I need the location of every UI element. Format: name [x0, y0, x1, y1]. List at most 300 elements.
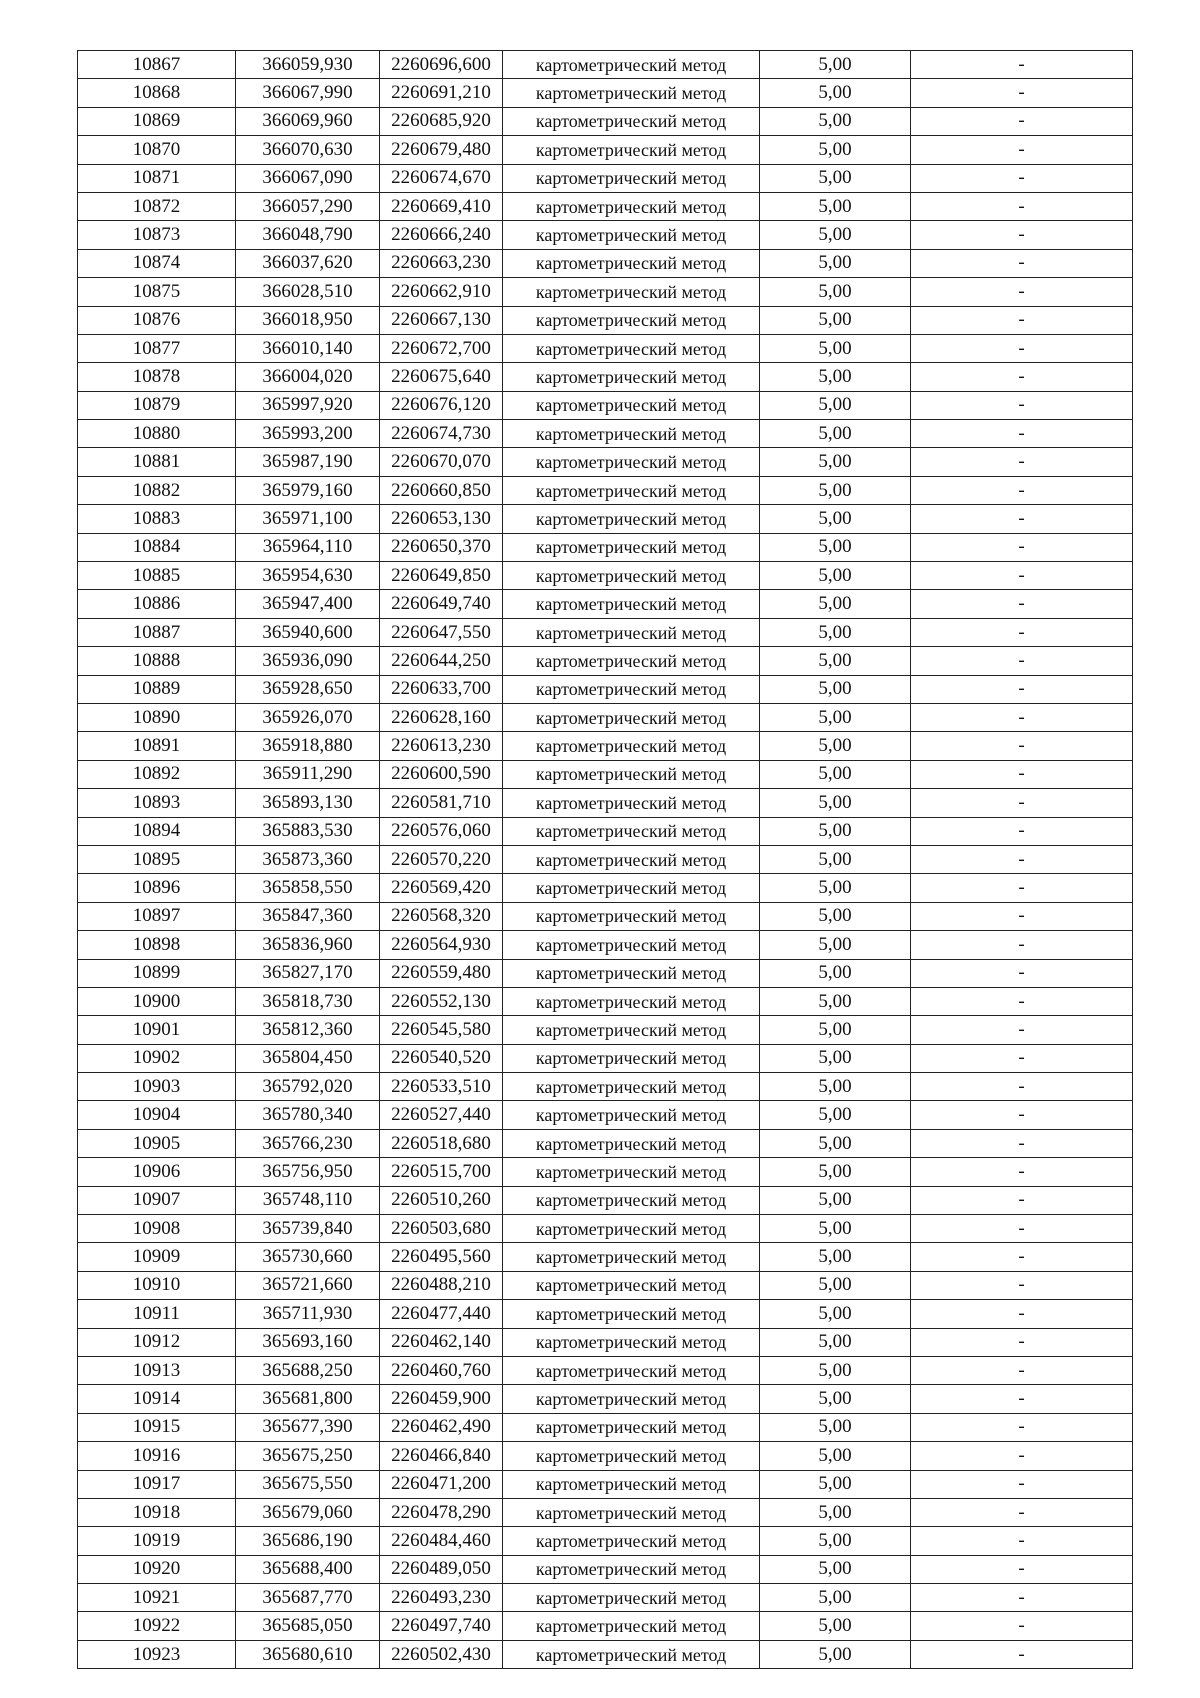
- y-coordinate-cell: 2260674,670: [380, 164, 503, 192]
- table-row: [78, 164, 1133, 192]
- accuracy-cell: 5,00: [760, 1640, 911, 1668]
- y-coordinate-cell: 2260510,260: [380, 1186, 503, 1214]
- description-cell: -: [911, 448, 1133, 476]
- accuracy-cell: 5,00: [760, 1584, 911, 1612]
- x-coordinate-cell: 365858,550: [236, 874, 380, 902]
- accuracy-cell: 5,00: [760, 136, 911, 164]
- accuracy-cell: 5,00: [760, 1186, 911, 1214]
- y-coordinate-cell: 2260497,740: [380, 1612, 503, 1640]
- method-cell: картометрический метод: [503, 1016, 760, 1044]
- method-cell: картометрический метод: [503, 1243, 760, 1271]
- description-cell: -: [911, 505, 1133, 533]
- point-number-cell: 10919: [78, 1527, 236, 1555]
- description-cell: -: [911, 334, 1133, 362]
- point-number-cell: 10872: [78, 192, 236, 220]
- point-number-cell: 10916: [78, 1442, 236, 1470]
- coordinates-table-body: [78, 51, 1133, 1669]
- y-coordinate-cell: 2260460,760: [380, 1356, 503, 1384]
- method-cell: картометрический метод: [503, 789, 760, 817]
- accuracy-cell: 5,00: [760, 51, 911, 79]
- y-coordinate-cell: 2260667,130: [380, 306, 503, 334]
- y-coordinate-cell: 2260633,700: [380, 675, 503, 703]
- x-coordinate-cell: 365928,650: [236, 675, 380, 703]
- description-cell: -: [911, 1470, 1133, 1498]
- table-row: [78, 1328, 1133, 1356]
- method-cell: картометрический метод: [503, 931, 760, 959]
- method-cell: картометрический метод: [503, 902, 760, 930]
- y-coordinate-cell: 2260649,740: [380, 590, 503, 618]
- y-coordinate-cell: 2260503,680: [380, 1215, 503, 1243]
- accuracy-cell: 5,00: [760, 817, 911, 845]
- table-row: [78, 987, 1133, 1015]
- x-coordinate-cell: 365812,360: [236, 1016, 380, 1044]
- table-row: [78, 1640, 1133, 1668]
- description-cell: -: [911, 107, 1133, 135]
- x-coordinate-cell: 365780,340: [236, 1101, 380, 1129]
- table-row: [78, 136, 1133, 164]
- method-cell: картометрический метод: [503, 1555, 760, 1583]
- description-cell: -: [911, 562, 1133, 590]
- y-coordinate-cell: 2260471,200: [380, 1470, 503, 1498]
- point-number-cell: 10923: [78, 1640, 236, 1668]
- description-cell: -: [911, 817, 1133, 845]
- y-coordinate-cell: 2260644,250: [380, 647, 503, 675]
- table-row: [78, 590, 1133, 618]
- x-coordinate-cell: 366010,140: [236, 334, 380, 362]
- method-cell: картометрический метод: [503, 1527, 760, 1555]
- description-cell: -: [911, 931, 1133, 959]
- table-row: [78, 874, 1133, 902]
- method-cell: картометрический метод: [503, 505, 760, 533]
- accuracy-cell: 5,00: [760, 1356, 911, 1384]
- description-cell: -: [911, 278, 1133, 306]
- y-coordinate-cell: 2260628,160: [380, 703, 503, 731]
- description-cell: -: [911, 1186, 1133, 1214]
- point-number-cell: 10878: [78, 363, 236, 391]
- y-coordinate-cell: 2260653,130: [380, 505, 503, 533]
- y-coordinate-cell: 2260666,240: [380, 221, 503, 249]
- table-row: [78, 505, 1133, 533]
- description-cell: -: [911, 732, 1133, 760]
- accuracy-cell: 5,00: [760, 959, 911, 987]
- point-number-cell: 10904: [78, 1101, 236, 1129]
- description-cell: -: [911, 192, 1133, 220]
- accuracy-cell: 5,00: [760, 1101, 911, 1129]
- point-number-cell: 10871: [78, 164, 236, 192]
- method-cell: картометрический метод: [503, 845, 760, 873]
- point-number-cell: 10885: [78, 562, 236, 590]
- point-number-cell: 10880: [78, 420, 236, 448]
- point-number-cell: 10867: [78, 51, 236, 79]
- x-coordinate-cell: 365964,110: [236, 533, 380, 561]
- y-coordinate-cell: 2260569,420: [380, 874, 503, 902]
- description-cell: -: [911, 1527, 1133, 1555]
- x-coordinate-cell: 365836,960: [236, 931, 380, 959]
- point-number-cell: 10884: [78, 533, 236, 561]
- point-number-cell: 10917: [78, 1470, 236, 1498]
- point-number-cell: 10893: [78, 789, 236, 817]
- point-number-cell: 10918: [78, 1498, 236, 1526]
- y-coordinate-cell: 2260564,930: [380, 931, 503, 959]
- description-cell: -: [911, 1300, 1133, 1328]
- method-cell: картометрический метод: [503, 732, 760, 760]
- accuracy-cell: 5,00: [760, 874, 911, 902]
- point-number-cell: 10876: [78, 306, 236, 334]
- description-cell: -: [911, 1016, 1133, 1044]
- point-number-cell: 10886: [78, 590, 236, 618]
- y-coordinate-cell: 2260502,430: [380, 1640, 503, 1668]
- method-cell: картометрический метод: [503, 164, 760, 192]
- point-number-cell: 10911: [78, 1300, 236, 1328]
- method-cell: картометрический метод: [503, 1356, 760, 1384]
- accuracy-cell: 5,00: [760, 192, 911, 220]
- method-cell: картометрический метод: [503, 1101, 760, 1129]
- method-cell: картометрический метод: [503, 476, 760, 504]
- x-coordinate-cell: 366067,990: [236, 79, 380, 107]
- description-cell: -: [911, 590, 1133, 618]
- description-cell: -: [911, 1271, 1133, 1299]
- accuracy-cell: 5,00: [760, 79, 911, 107]
- table-row: [78, 1243, 1133, 1271]
- y-coordinate-cell: 2260462,490: [380, 1413, 503, 1441]
- method-cell: картометрический метод: [503, 1328, 760, 1356]
- method-cell: картометрический метод: [503, 1044, 760, 1072]
- x-coordinate-cell: 365756,950: [236, 1158, 380, 1186]
- x-coordinate-cell: 365918,880: [236, 732, 380, 760]
- method-cell: картометрический метод: [503, 192, 760, 220]
- y-coordinate-cell: 2260685,920: [380, 107, 503, 135]
- description-cell: -: [911, 476, 1133, 504]
- table-row: [78, 1016, 1133, 1044]
- description-cell: -: [911, 1215, 1133, 1243]
- description-cell: -: [911, 1328, 1133, 1356]
- method-cell: картометрический метод: [503, 987, 760, 1015]
- table-row: [78, 448, 1133, 476]
- description-cell: -: [911, 1101, 1133, 1129]
- table-row: [78, 334, 1133, 362]
- description-cell: -: [911, 987, 1133, 1015]
- x-coordinate-cell: 365827,170: [236, 959, 380, 987]
- method-cell: картометрический метод: [503, 363, 760, 391]
- x-coordinate-cell: 365680,610: [236, 1640, 380, 1668]
- point-number-cell: 10915: [78, 1413, 236, 1441]
- point-number-cell: 10889: [78, 675, 236, 703]
- table-row: [78, 931, 1133, 959]
- accuracy-cell: 5,00: [760, 703, 911, 731]
- x-coordinate-cell: 365936,090: [236, 647, 380, 675]
- method-cell: картометрический метод: [503, 1413, 760, 1441]
- y-coordinate-cell: 2260696,600: [380, 51, 503, 79]
- description-cell: -: [911, 1498, 1133, 1526]
- description-cell: -: [911, 1073, 1133, 1101]
- y-coordinate-cell: 2260477,440: [380, 1300, 503, 1328]
- accuracy-cell: 5,00: [760, 505, 911, 533]
- x-coordinate-cell: 365675,550: [236, 1470, 380, 1498]
- table-row: [78, 1612, 1133, 1640]
- x-coordinate-cell: 365818,730: [236, 987, 380, 1015]
- y-coordinate-cell: 2260466,840: [380, 1442, 503, 1470]
- method-cell: картометрический метод: [503, 1186, 760, 1214]
- y-coordinate-cell: 2260488,210: [380, 1271, 503, 1299]
- y-coordinate-cell: 2260650,370: [380, 533, 503, 561]
- table-row: [78, 1385, 1133, 1413]
- description-cell: -: [911, 221, 1133, 249]
- y-coordinate-cell: 2260613,230: [380, 732, 503, 760]
- point-number-cell: 10898: [78, 931, 236, 959]
- y-coordinate-cell: 2260647,550: [380, 618, 503, 646]
- accuracy-cell: 5,00: [760, 1413, 911, 1441]
- description-cell: -: [911, 363, 1133, 391]
- table-row: [78, 1129, 1133, 1157]
- point-number-cell: 10902: [78, 1044, 236, 1072]
- table-row: [78, 1215, 1133, 1243]
- x-coordinate-cell: 366028,510: [236, 278, 380, 306]
- point-number-cell: 10888: [78, 647, 236, 675]
- method-cell: картометрический метод: [503, 590, 760, 618]
- accuracy-cell: 5,00: [760, 306, 911, 334]
- accuracy-cell: 5,00: [760, 1044, 911, 1072]
- method-cell: картометрический метод: [503, 817, 760, 845]
- point-number-cell: 10887: [78, 618, 236, 646]
- table-row: [78, 363, 1133, 391]
- y-coordinate-cell: 2260495,560: [380, 1243, 503, 1271]
- accuracy-cell: 5,00: [760, 1300, 911, 1328]
- table-row: [78, 1470, 1133, 1498]
- x-coordinate-cell: 366067,090: [236, 164, 380, 192]
- method-cell: картометрический метод: [503, 647, 760, 675]
- accuracy-cell: 5,00: [760, 845, 911, 873]
- accuracy-cell: 5,00: [760, 1498, 911, 1526]
- point-number-cell: 10873: [78, 221, 236, 249]
- y-coordinate-cell: 2260515,700: [380, 1158, 503, 1186]
- point-number-cell: 10875: [78, 278, 236, 306]
- point-number-cell: 10906: [78, 1158, 236, 1186]
- description-cell: -: [911, 647, 1133, 675]
- x-coordinate-cell: 366069,960: [236, 107, 380, 135]
- table-row: [78, 221, 1133, 249]
- y-coordinate-cell: 2260675,640: [380, 363, 503, 391]
- y-coordinate-cell: 2260552,130: [380, 987, 503, 1015]
- x-coordinate-cell: 365792,020: [236, 1073, 380, 1101]
- table-row: [78, 845, 1133, 873]
- point-number-cell: 10896: [78, 874, 236, 902]
- point-number-cell: 10879: [78, 391, 236, 419]
- description-cell: -: [911, 533, 1133, 561]
- table-row: [78, 902, 1133, 930]
- y-coordinate-cell: 2260559,480: [380, 959, 503, 987]
- point-number-cell: 10922: [78, 1612, 236, 1640]
- x-coordinate-cell: 365748,110: [236, 1186, 380, 1214]
- table-row: [78, 1527, 1133, 1555]
- coordinates-table: [77, 50, 1133, 1669]
- accuracy-cell: 5,00: [760, 987, 911, 1015]
- table-row: [78, 1186, 1133, 1214]
- description-cell: -: [911, 164, 1133, 192]
- point-number-cell: 10907: [78, 1186, 236, 1214]
- y-coordinate-cell: 2260679,480: [380, 136, 503, 164]
- y-coordinate-cell: 2260660,850: [380, 476, 503, 504]
- y-coordinate-cell: 2260674,730: [380, 420, 503, 448]
- accuracy-cell: 5,00: [760, 1527, 911, 1555]
- method-cell: картометрический метод: [503, 618, 760, 646]
- accuracy-cell: 5,00: [760, 1129, 911, 1157]
- description-cell: -: [911, 79, 1133, 107]
- table-row: [78, 51, 1133, 79]
- description-cell: -: [911, 1555, 1133, 1583]
- y-coordinate-cell: 2260478,290: [380, 1498, 503, 1526]
- x-coordinate-cell: 365893,130: [236, 789, 380, 817]
- method-cell: картометрический метод: [503, 107, 760, 135]
- table-row: [78, 703, 1133, 731]
- description-cell: -: [911, 1442, 1133, 1470]
- table-row: [78, 1413, 1133, 1441]
- method-cell: картометрический метод: [503, 221, 760, 249]
- x-coordinate-cell: 365721,660: [236, 1271, 380, 1299]
- x-coordinate-cell: 365911,290: [236, 760, 380, 788]
- method-cell: картометрический метод: [503, 1470, 760, 1498]
- y-coordinate-cell: 2260533,510: [380, 1073, 503, 1101]
- table-row: [78, 476, 1133, 504]
- accuracy-cell: 5,00: [760, 1016, 911, 1044]
- x-coordinate-cell: 365804,450: [236, 1044, 380, 1072]
- method-cell: картометрический метод: [503, 1158, 760, 1186]
- accuracy-cell: 5,00: [760, 278, 911, 306]
- point-number-cell: 10901: [78, 1016, 236, 1044]
- description-cell: -: [911, 136, 1133, 164]
- point-number-cell: 10869: [78, 107, 236, 135]
- table-row: [78, 959, 1133, 987]
- description-cell: -: [911, 1158, 1133, 1186]
- point-number-cell: 10905: [78, 1129, 236, 1157]
- accuracy-cell: 5,00: [760, 732, 911, 760]
- point-number-cell: 10895: [78, 845, 236, 873]
- accuracy-cell: 5,00: [760, 476, 911, 504]
- table-row: [78, 1158, 1133, 1186]
- method-cell: картометрический метод: [503, 249, 760, 277]
- point-number-cell: 10892: [78, 760, 236, 788]
- description-cell: -: [911, 1584, 1133, 1612]
- table-row: [78, 1300, 1133, 1328]
- method-cell: картометрический метод: [503, 420, 760, 448]
- accuracy-cell: 5,00: [760, 647, 911, 675]
- y-coordinate-cell: 2260570,220: [380, 845, 503, 873]
- x-coordinate-cell: 365997,920: [236, 391, 380, 419]
- method-cell: картометрический метод: [503, 306, 760, 334]
- table-row: [78, 675, 1133, 703]
- description-cell: -: [911, 51, 1133, 79]
- x-coordinate-cell: 365971,100: [236, 505, 380, 533]
- description-cell: -: [911, 1243, 1133, 1271]
- accuracy-cell: 5,00: [760, 760, 911, 788]
- x-coordinate-cell: 366057,290: [236, 192, 380, 220]
- method-cell: картометрический метод: [503, 1073, 760, 1101]
- accuracy-cell: 5,00: [760, 221, 911, 249]
- table-row: [78, 1555, 1133, 1583]
- y-coordinate-cell: 2260459,900: [380, 1385, 503, 1413]
- description-cell: -: [911, 1044, 1133, 1072]
- point-number-cell: 10877: [78, 334, 236, 362]
- accuracy-cell: 5,00: [760, 618, 911, 646]
- accuracy-cell: 5,00: [760, 1470, 911, 1498]
- point-number-cell: 10914: [78, 1385, 236, 1413]
- x-coordinate-cell: 365693,160: [236, 1328, 380, 1356]
- y-coordinate-cell: 2260581,710: [380, 789, 503, 817]
- point-number-cell: 10913: [78, 1356, 236, 1384]
- method-cell: картометрический метод: [503, 1300, 760, 1328]
- method-cell: картометрический метод: [503, 391, 760, 419]
- x-coordinate-cell: 365730,660: [236, 1243, 380, 1271]
- x-coordinate-cell: 366037,620: [236, 249, 380, 277]
- description-cell: -: [911, 618, 1133, 646]
- accuracy-cell: 5,00: [760, 164, 911, 192]
- table-row: [78, 1356, 1133, 1384]
- description-cell: -: [911, 420, 1133, 448]
- table-row: [78, 1073, 1133, 1101]
- y-coordinate-cell: 2260672,700: [380, 334, 503, 362]
- description-cell: -: [911, 1413, 1133, 1441]
- y-coordinate-cell: 2260518,680: [380, 1129, 503, 1157]
- point-number-cell: 10868: [78, 79, 236, 107]
- method-cell: картометрический метод: [503, 703, 760, 731]
- table-row: [78, 306, 1133, 334]
- description-cell: -: [911, 703, 1133, 731]
- y-coordinate-cell: 2260662,910: [380, 278, 503, 306]
- description-cell: -: [911, 306, 1133, 334]
- x-coordinate-cell: 365687,770: [236, 1584, 380, 1612]
- table-row: [78, 79, 1133, 107]
- description-cell: -: [911, 391, 1133, 419]
- table-row: [78, 1442, 1133, 1470]
- y-coordinate-cell: 2260527,440: [380, 1101, 503, 1129]
- accuracy-cell: 5,00: [760, 334, 911, 362]
- point-number-cell: 10890: [78, 703, 236, 731]
- document-page: [77, 50, 1132, 1669]
- x-coordinate-cell: 365993,200: [236, 420, 380, 448]
- x-coordinate-cell: 365685,050: [236, 1612, 380, 1640]
- y-coordinate-cell: 2260691,210: [380, 79, 503, 107]
- point-number-cell: 10883: [78, 505, 236, 533]
- x-coordinate-cell: 366018,950: [236, 306, 380, 334]
- y-coordinate-cell: 2260568,320: [380, 902, 503, 930]
- x-coordinate-cell: 365883,530: [236, 817, 380, 845]
- table-row: [78, 1498, 1133, 1526]
- table-row: [78, 278, 1133, 306]
- x-coordinate-cell: 365979,160: [236, 476, 380, 504]
- table-row: [78, 1044, 1133, 1072]
- x-coordinate-cell: 365688,400: [236, 1555, 380, 1583]
- table-row: [78, 760, 1133, 788]
- y-coordinate-cell: 2260669,410: [380, 192, 503, 220]
- x-coordinate-cell: 365677,390: [236, 1413, 380, 1441]
- table-row: [78, 817, 1133, 845]
- accuracy-cell: 5,00: [760, 391, 911, 419]
- method-cell: картометрический метод: [503, 1215, 760, 1243]
- y-coordinate-cell: 2260663,230: [380, 249, 503, 277]
- description-cell: -: [911, 789, 1133, 817]
- point-number-cell: 10903: [78, 1073, 236, 1101]
- accuracy-cell: 5,00: [760, 448, 911, 476]
- method-cell: картометрический метод: [503, 1271, 760, 1299]
- accuracy-cell: 5,00: [760, 590, 911, 618]
- table-row: [78, 732, 1133, 760]
- point-number-cell: 10909: [78, 1243, 236, 1271]
- method-cell: картометрический метод: [503, 1385, 760, 1413]
- point-number-cell: 10921: [78, 1584, 236, 1612]
- description-cell: -: [911, 1640, 1133, 1668]
- table-row: [78, 1584, 1133, 1612]
- description-cell: -: [911, 249, 1133, 277]
- accuracy-cell: 5,00: [760, 1328, 911, 1356]
